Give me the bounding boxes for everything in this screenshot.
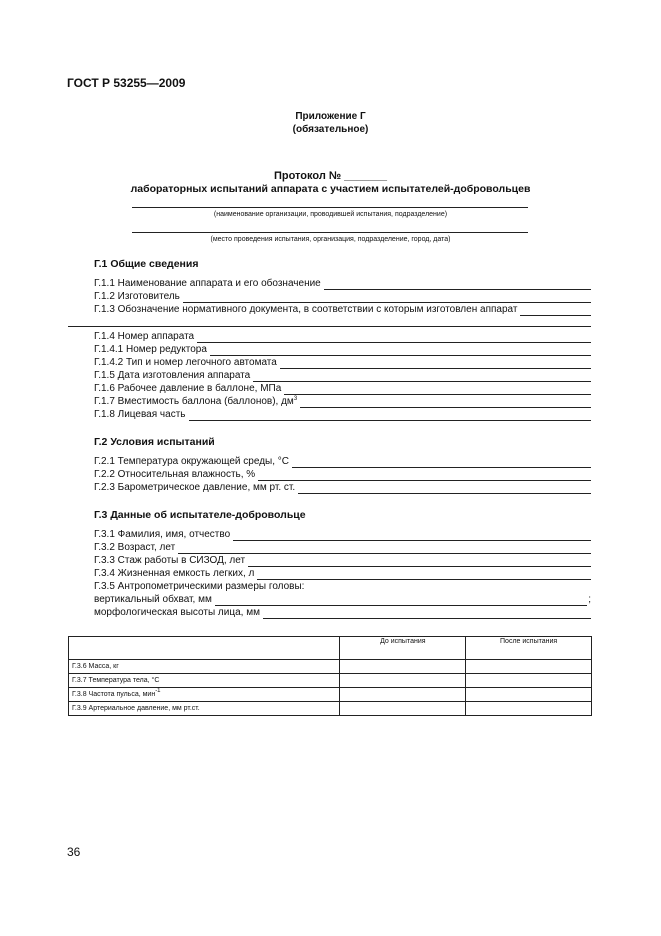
table-cell-after[interactable] xyxy=(466,660,592,674)
page-number: 36 xyxy=(67,845,81,859)
field-blank[interactable] xyxy=(189,411,592,421)
field-row xyxy=(94,482,591,494)
field-label: Г.3.2 Возраст, лет xyxy=(94,542,176,553)
table-row xyxy=(69,688,592,702)
field-row xyxy=(94,568,591,580)
field-blank[interactable] xyxy=(183,293,591,303)
continuation-blank-line[interactable] xyxy=(68,326,591,327)
table-row-label: Г.3.9 Артериальное давление, мм рт.ст. xyxy=(69,702,340,716)
appendix-subtitle: (обязательное) xyxy=(292,124,369,135)
place-blank-line[interactable] xyxy=(132,232,528,233)
field-label: вертикальный обхват, мм xyxy=(94,594,212,605)
field-label: морфологическая высоты лица, мм xyxy=(94,607,260,618)
unit-superscript: -1 xyxy=(155,688,161,694)
field-label: Г.2.1 Температура окружающей среды, °С xyxy=(94,456,289,467)
table-row xyxy=(69,660,592,674)
table-cell-before[interactable] xyxy=(340,674,466,688)
field-row xyxy=(94,409,591,421)
field-blank[interactable] xyxy=(292,458,591,468)
table-cell-after[interactable] xyxy=(466,688,592,702)
field-label: Г.1.2 Изготовитель xyxy=(94,291,180,302)
field-blank[interactable] xyxy=(215,596,587,606)
field-label-text: Г.1.7 Вместимость баллона (баллонов), дм xyxy=(94,396,294,407)
field-blank[interactable] xyxy=(520,306,591,316)
table-cell-after[interactable] xyxy=(466,702,592,716)
table-row-label-text: Г.3.8 Частота пульса, мин xyxy=(72,691,156,698)
section-general-title: Г.1 Общие сведения xyxy=(94,258,199,270)
table-row xyxy=(69,674,592,688)
field-label: Г.2.3 Барометрическое давление, мм рт. ст. xyxy=(94,482,296,493)
protocol-title: Протокол № _______ xyxy=(273,170,388,182)
table-header-row xyxy=(69,637,592,660)
section-conditions-title: Г.2 Условия испытаний xyxy=(94,436,215,448)
field-blank[interactable] xyxy=(300,398,591,408)
field-blank[interactable] xyxy=(284,385,591,395)
field-label: Г.1.4 Номер аппарата xyxy=(94,331,195,342)
org-caption: (наименование организации, проводившей испытания, подразделение) xyxy=(213,211,448,218)
table-cell-before[interactable] xyxy=(340,702,466,716)
field-label xyxy=(94,396,297,408)
field-label: Г.2.2 Относительная влажность, % xyxy=(94,469,256,480)
table-header-cell: После испытания xyxy=(466,637,592,660)
field-blank[interactable] xyxy=(324,280,591,290)
field-blank[interactable] xyxy=(197,333,591,343)
field-row xyxy=(94,370,591,382)
field-row xyxy=(94,594,591,606)
field-row xyxy=(94,304,591,316)
org-blank-line[interactable] xyxy=(132,207,528,208)
field-label: Г.1.5 Дата изготовления аппарата xyxy=(94,370,251,381)
field-terminator: ; xyxy=(588,594,591,605)
field-row xyxy=(94,456,591,468)
field-row xyxy=(94,383,591,395)
field-blank[interactable] xyxy=(248,557,591,567)
unit-superscript: 3 xyxy=(293,396,298,402)
field-blank[interactable] xyxy=(210,346,591,356)
field-label: Г.1.4.2 Тип и номер легочного автомата xyxy=(94,357,277,368)
field-blank[interactable] xyxy=(258,471,591,481)
table-cell-before[interactable] xyxy=(340,660,466,674)
field-row xyxy=(94,542,591,554)
field-label: Г.1.3 Обозначение нормативного документа, в соответствии с которым изготовлен аппарат xyxy=(94,304,518,315)
field-label: Г.1.4.1 Номер редуктора xyxy=(94,344,207,355)
field-label: Г.1.1 Наименование аппарата и его обозначение xyxy=(94,278,321,289)
field-blank[interactable] xyxy=(178,544,591,554)
field-row xyxy=(94,344,591,356)
table-cell-after[interactable] xyxy=(466,674,592,688)
field-row xyxy=(94,331,591,343)
field-blank[interactable] xyxy=(253,372,591,382)
field-row xyxy=(94,278,591,290)
table-header-cell xyxy=(69,637,340,660)
field-label: Г.1.6 Рабочее давление в баллоне, МПа xyxy=(94,383,282,394)
table-row-label: Г.3.7 Температура тела, °С xyxy=(69,674,340,688)
field-label: Г.3.1 Фамилия, имя, отчество xyxy=(94,529,231,540)
place-caption: (место проведения испытания, организация, подразделение, город, дата) xyxy=(210,236,451,243)
field-blank[interactable] xyxy=(280,359,591,369)
field-row xyxy=(94,607,591,619)
measurements-table xyxy=(68,636,592,716)
section-volunteer-title: Г.3 Данные об испытателе-добровольце xyxy=(94,509,306,521)
table-row-label xyxy=(69,688,340,702)
table-row-label: Г.3.6 Масса, кг xyxy=(69,660,340,674)
field-label: Г.3.5 Антропометрическими размеры головы: xyxy=(94,581,305,592)
field-label: Г.3.4 Жизненная емкость легких, л xyxy=(94,568,255,579)
field-row xyxy=(94,396,591,408)
table-cell-before[interactable] xyxy=(340,688,466,702)
field-label: Г.1.8 Лицевая часть xyxy=(94,409,186,420)
document-code: ГОСТ Р 53255—2009 xyxy=(67,76,186,90)
field-blank[interactable] xyxy=(298,484,591,494)
field-row xyxy=(94,581,591,593)
field-blank[interactable] xyxy=(233,531,591,541)
field-row xyxy=(94,357,591,369)
field-row xyxy=(94,555,591,567)
protocol-subtitle: лабораторных испытаний аппарата с участием испытателей-добровольцев xyxy=(130,183,531,195)
appendix-title: Приложение Г xyxy=(295,111,366,122)
table-header-cell: До испытания xyxy=(340,637,466,660)
field-label: Г.3.3 Стаж работы в СИЗОД, лет xyxy=(94,555,246,566)
table-row xyxy=(69,702,592,716)
field-row xyxy=(94,529,591,541)
field-row xyxy=(94,291,591,303)
field-blank[interactable] xyxy=(263,609,591,619)
field-blank[interactable] xyxy=(257,570,591,580)
field-row xyxy=(94,469,591,481)
